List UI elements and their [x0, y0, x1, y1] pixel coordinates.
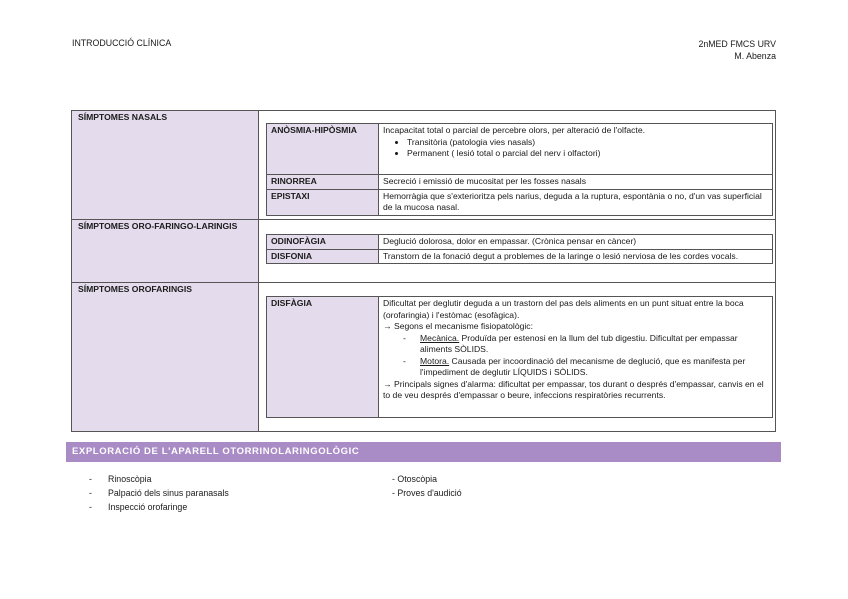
mecanica-text: Produïda per estenosi en la llum del tub digestiu. Dificultat per empassar aliments SÒLIDS. [420, 332, 738, 354]
dash-bullet: - [89, 488, 92, 498]
exploration-list-left [89, 472, 229, 514]
term-rinorrea: RINORREA [267, 175, 379, 190]
term-epistaxi: EPISTAXI [267, 189, 379, 215]
desc-anosmia [379, 124, 773, 175]
motora-text: Causada per incoordinació del mecanisme de deglució, que es manifesta per l'impediment de deglutir LÍQUIDS i SÒLIDS. [420, 355, 746, 377]
desc-odinofagia: Deglució dolorosa, dolor en empassar. (Crònica pensar en càncer) [379, 235, 773, 250]
term-disfagia: DISFÀGIA [267, 297, 379, 418]
table-row [267, 235, 773, 250]
list-item: - Otoscòpia [392, 474, 437, 484]
section-label-orofaringis: SÍMPTOMES OROFARINGIS [72, 283, 258, 431]
header-author: M. Abenza [734, 51, 776, 61]
dash-bullet: - [403, 355, 406, 366]
dash-bullet: - [89, 502, 92, 512]
disfagia-alarm-signs: → Principals signes d'alarma: dificultat per empassar, tos durant o després d'empassar, canvis en el to de veu després d'empassar o beure, infeccions respiratòries recurrents. [383, 378, 764, 400]
table-row [267, 249, 773, 264]
table-row [267, 124, 773, 175]
term-disfonia: DISFONIA [267, 249, 379, 264]
list-item-text: Palpació dels sinus paranasals [108, 488, 229, 498]
list-item: • Transitòria (patologia vies nasals) [407, 137, 769, 149]
symptoms-table [71, 110, 776, 432]
list-item [89, 486, 229, 500]
nasal-symptoms-table [266, 123, 773, 216]
table-row [267, 297, 773, 418]
dash-bullet: - [403, 332, 406, 343]
header-course-title: INTRODUCCIÓ CLÍNICA [72, 38, 172, 48]
desc-anosmia-text: Incapacitat total o parcial de percebre olors, per alteració de l'olfacte. [383, 125, 645, 135]
header-program: 2nMED FMCS URV [698, 39, 776, 49]
term-anosmia: ANÒSMIA-HIPÒSMIA [267, 124, 379, 175]
list-item-text: Inspecció orofaringe [108, 502, 188, 512]
list-item [383, 356, 769, 379]
list-item: • Permanent ( lesió total o parcial del nerv i olfactori) [407, 148, 769, 160]
desc-rinorrea: Secreció i emissió de mucositat per les fosses nasals [379, 175, 773, 190]
orofaringis-symptoms-table [266, 296, 773, 418]
exploration-section-banner: EXPLORACIÓ DE L'APARELL OTORRINOLARINGOLÒGIC [66, 442, 781, 462]
desc-disfagia [379, 297, 773, 418]
list-item-text: Rinoscòpia [108, 474, 152, 484]
list-item: - Proves d'audició [392, 488, 462, 498]
desc-disfonia: Transtorn de la fonació degut a problemes de la laringe o lesió nerviosa de les cordes vocals. [379, 249, 773, 264]
exploration-list-right [392, 472, 462, 500]
motora-label: Motora. [420, 355, 450, 366]
disfagia-mechanism: → Segons el mecanisme fisiopatològic: [383, 321, 533, 331]
table-row [267, 189, 773, 215]
list-item [89, 500, 229, 514]
mecanica-label: Mecànica. [420, 332, 460, 343]
desc-epistaxi: Hemorràgia que s'exterioritza pels narius, deguda a la ruptura, espontània o no, d'un vas superficial de la mucosa nasal. [379, 189, 773, 215]
column-divider [258, 111, 259, 431]
list-item [89, 472, 229, 486]
header-info [698, 38, 776, 62]
section-label-oro: SÍMPTOMES ORO-FARINGO-LARINGIS [72, 220, 258, 282]
oro-symptoms-table [266, 234, 773, 264]
disfagia-definition: Dificultat per deglutir deguda a un trastorn del pas dels aliments en un punt situat entre la boca (orofaringia) i l'estòmac (esofàgica). [383, 298, 744, 320]
term-odinofagia: ODINOFÀGIA [267, 235, 379, 250]
table-row [267, 175, 773, 190]
anosmia-bullets [383, 137, 769, 160]
list-item [383, 333, 769, 356]
section-label-nasal: SÍMPTOMES NASALS [72, 111, 258, 219]
dash-bullet: - [89, 474, 92, 484]
